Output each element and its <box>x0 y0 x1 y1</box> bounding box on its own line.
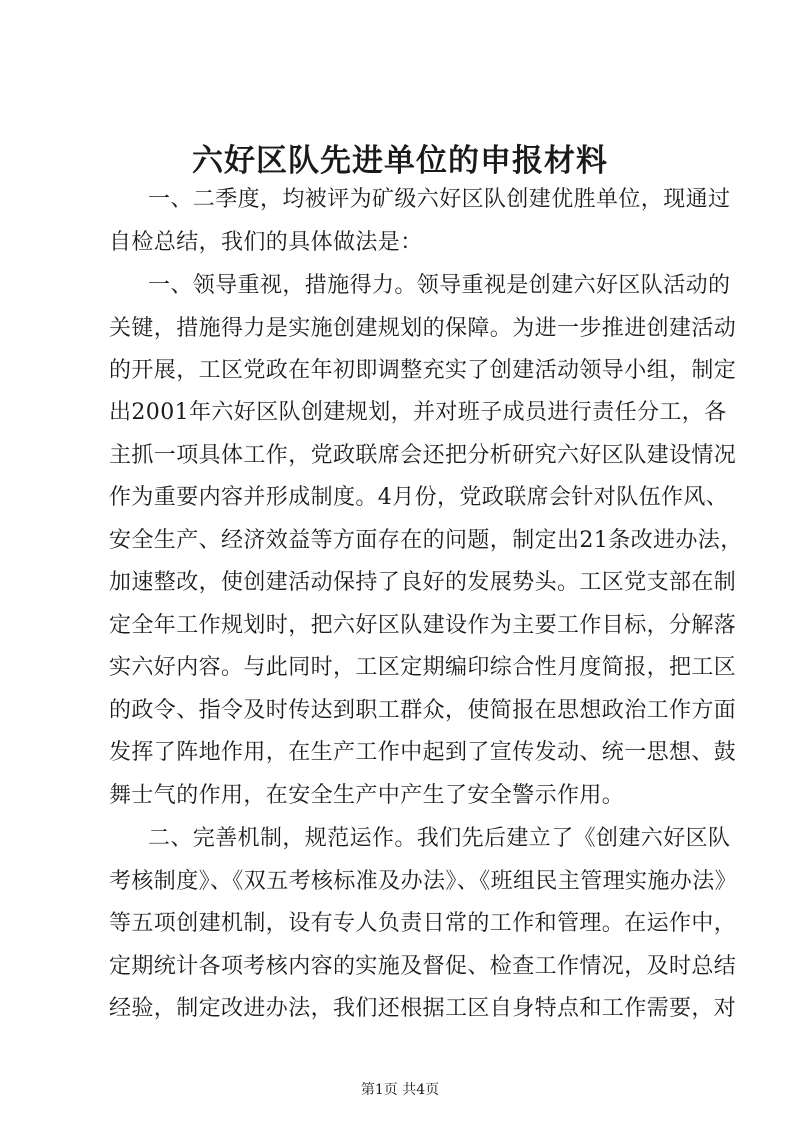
paragraph-line: 一、领导重视，措施得力。领导重视是创建六好区队活动的 <box>148 273 731 298</box>
paragraph-line: 加速整改，使创建活动保持了良好的发展势头。工区党支部在制 <box>109 570 737 595</box>
document-title: 六好区队先进单位的申报材料 <box>192 143 608 179</box>
paragraph-line: 定全年工作规划时，把六好区队建设作为主要工作目标，分解落 <box>109 613 737 638</box>
paragraph-line: 经验，制定改进办法，我们还根据工区自身特点和工作需要，对 <box>109 996 737 1021</box>
paragraph-line: 出2001年六好区队创建规划，并对班子成员进行责任分工，各 <box>109 400 727 425</box>
page-footer: 第1页 共4页 <box>360 1082 440 1098</box>
paragraph-line: 一、二季度，均被评为矿级六好区队创建优胜单位，现通过 <box>148 187 731 212</box>
paragraph-line: 的政令、指令及时传达到职工群众，使简报在思想政治工作方面 <box>109 698 737 723</box>
paragraph-line: 自检总结，我们的具体做法是： <box>109 230 423 255</box>
paragraph-line: 作为重要内容并形成制度。4月份，党政联席会针对队伍作风、 <box>109 485 729 510</box>
paragraph-line: 实六好内容。与此同时，工区定期编印综合性月度简报，把工区 <box>109 655 737 680</box>
paragraph-line: 安全生产、经济效益等方面存在的问题，制定出21条改进办法， <box>109 528 743 553</box>
paragraph-line: 主抓一项具体工作，党政联席会还把分析研究六好区队建设情况 <box>109 443 737 468</box>
paragraph-line: 关键，措施得力是实施创建规划的保障。为进一步推进创建活动 <box>109 316 737 341</box>
paragraph-line: 发挥了阵地作用，在生产工作中起到了宣传发动、统一思想、鼓 <box>109 740 737 765</box>
paragraph-line: 考核制度》、《双五考核标准及办法》、《班组民主管理实施办法》 <box>109 869 738 894</box>
paragraph-line: 二、完善机制，规范运作。我们先后建立了《创建六好区队 <box>148 826 731 851</box>
paragraph-line: 舞士气的作用，在安全生产中产生了安全警示作用。 <box>109 783 625 808</box>
paragraph-line: 定期统计各项考核内容的实施及督促、检查工作情况，及时总结 <box>109 954 737 979</box>
paragraph-line: 等五项创建机制，设有专人负责日常的工作和管理。在运作中， <box>109 911 737 936</box>
paragraph-line: 的开展，工区党政在年初即调整充实了创建活动领导小组，制定 <box>109 358 737 383</box>
